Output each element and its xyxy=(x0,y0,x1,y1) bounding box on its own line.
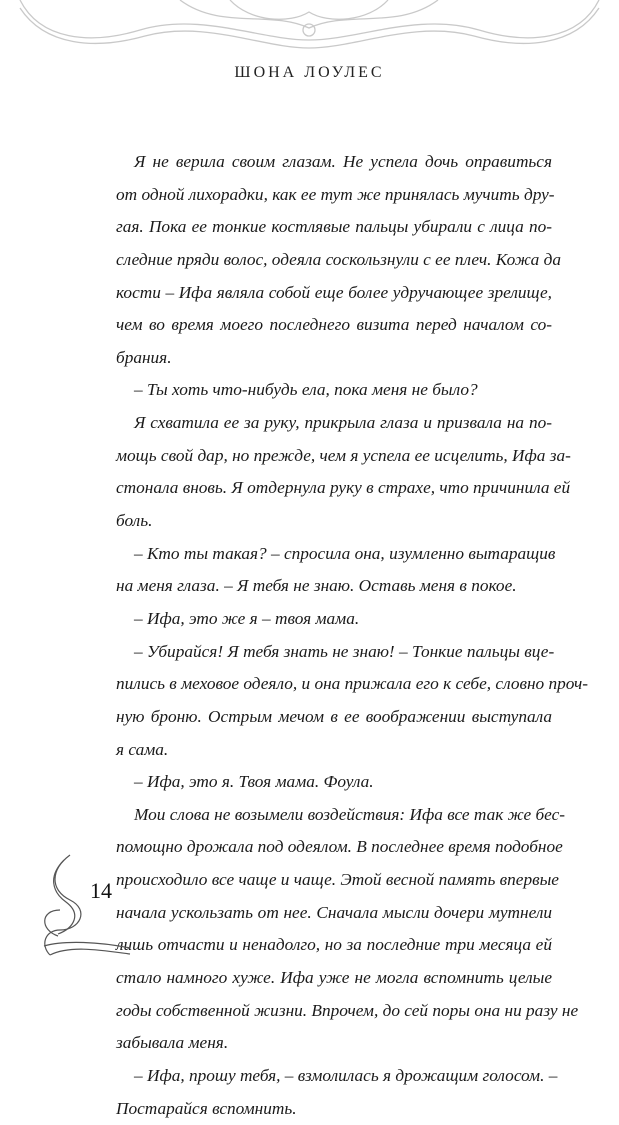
text-line: боль. xyxy=(116,511,153,531)
text-line: – Кто ты такая? – спросила она, изумленно вытаращив xyxy=(134,543,556,563)
celtic-ornament-top xyxy=(0,0,619,60)
page-number: 14 xyxy=(90,878,112,903)
text-line: чем во время моего последнего визита перед началом со- xyxy=(116,315,552,335)
text-line: – Убирайся! Я тебя знать не знаю! – Тонкие пальцы вце- xyxy=(134,641,555,661)
text-line: следние пряди волос, одеяла соскользнули с ее плеч. Кожа да xyxy=(116,249,561,269)
text-line: Я схватила ее за руку, прикрыла глаза и призвала на по- xyxy=(134,413,552,433)
text-line: от одной лихорадки, как ее тут же принялась мучить дру- xyxy=(116,184,555,204)
running-header-author: ШОНА ЛОУЛЕС xyxy=(234,64,385,81)
text-line: Я не верила своим глазам. Не успела дочь оправиться xyxy=(134,152,552,171)
text-line: ную броню. Острым мечом в ее воображении выступала xyxy=(116,706,552,726)
text-line: годы собственной жизни. Впрочем, до сей поры она ни разу не xyxy=(116,1000,579,1020)
text-line: помощно дрожала под одеялом. В последнее время подобное xyxy=(116,837,563,857)
text-line: мощь свой дар, но прежде, чем я успела ее исцелить, Ифа за- xyxy=(116,445,571,465)
text-line: происходило все чаще и чаще. Этой весной память впервые xyxy=(116,870,559,890)
text-line: – Ифа, это же я – твоя мама. xyxy=(134,608,360,628)
text-line: начала ускользать от нее. Сначала мысли дочери мутнели xyxy=(116,902,552,922)
text-line: гая. Пока ее тонкие костлявые пальцы убирали с лица по- xyxy=(116,217,552,237)
text-line: Мои слова не возымели воздействия: Ифа все так же бес- xyxy=(134,804,566,824)
text-line: стонала вновь. Я отдернула руку в страхе, что причинила ей xyxy=(116,478,571,498)
text-line: лишь отчасти и ненадолго, но за последние три месяца ей xyxy=(116,935,552,955)
text-line: я сама. xyxy=(116,739,169,759)
text-line: – Ифа, прошу тебя, – взмолилась я дрожащим голосом. – xyxy=(134,1065,558,1085)
text-line: стало намного хуже. Ифа уже не могла вспомнить целые xyxy=(116,968,552,988)
body-text xyxy=(116,146,588,1125)
text-line: Постарайся вспомнить. xyxy=(116,1098,297,1118)
text-line: кости – Ифа являла собой еще более удручающее зрелище, xyxy=(116,282,552,302)
text-line: – Ифа, это я. Твоя мама. Фоула. xyxy=(134,772,374,792)
text-line: на меня глаза. – Я тебя не знаю. Оставь меня в покое. xyxy=(116,576,517,596)
text-line: брания. xyxy=(116,347,172,367)
text-line: пились в меховое одеяло, и она прижала его к себе, словно проч- xyxy=(116,674,588,694)
text-line: – Ты хоть что-нибудь ела, пока меня не было? xyxy=(134,380,478,400)
celtic-ornament-corner xyxy=(30,850,140,960)
text-line: забывала меня. xyxy=(116,1033,229,1053)
